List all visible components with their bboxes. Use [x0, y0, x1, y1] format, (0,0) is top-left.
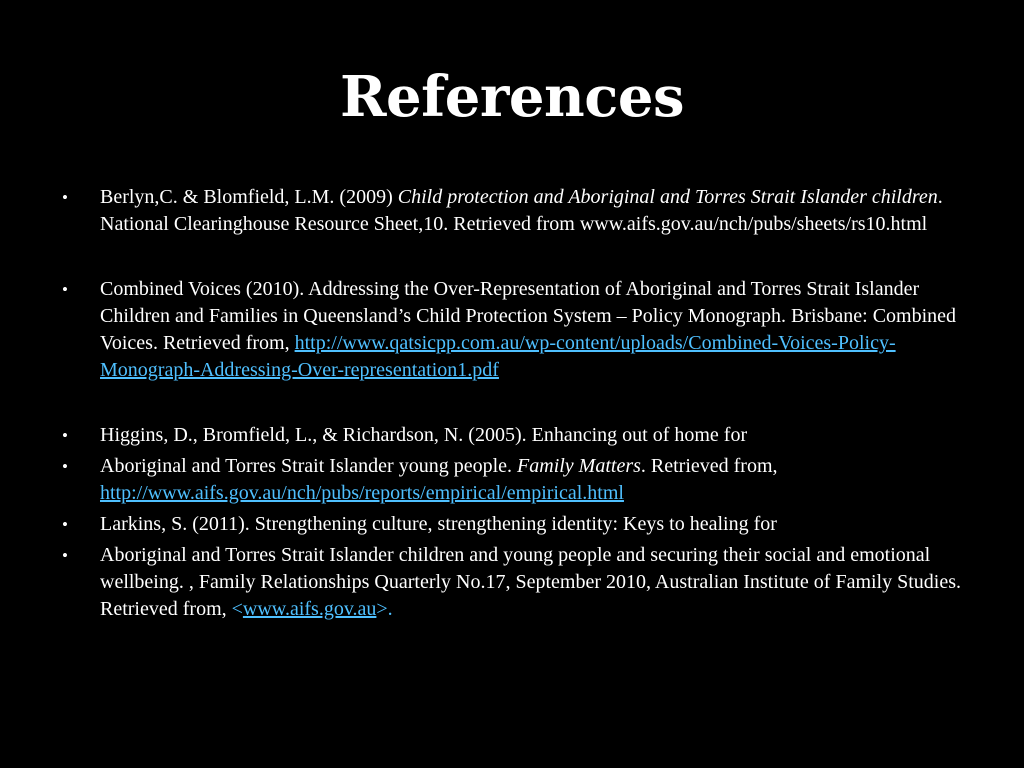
reference-link-aifs-empirical[interactable]: http://www.aifs.gov.au/nch/pubs/reports/empirical/empirical.html: [100, 482, 624, 504]
reference-text: Larkins, S. (2011). Strengthening culture, strengthening identity: Keys to healing for: [100, 513, 777, 535]
reference-item-higgins: [0, 422, 965, 449]
reference-item-larkins: [0, 511, 965, 538]
reference-text: Higgins, D., Bromfield, L., & Richardson, N. (2005). Enhancing out of home for: [100, 424, 748, 446]
reference-title-italic: Child protection and Aboriginal and Torres Strait Islander children: [397, 186, 938, 208]
close-bracket: >.: [376, 598, 393, 620]
references-list: [0, 184, 1024, 623]
reference-text: Combined Voices (2010). Addressing the Over-Representation of Aboriginal and Torres Strait Islander Children and Families in Queensland’s Child Protection System – Policy Monograph. Brisbane: Combined Voices. Retrieved from,: [100, 278, 957, 354]
reference-text: Aboriginal and Torres Strait Islander young people.: [100, 455, 518, 477]
slide-title: References: [340, 64, 684, 130]
bullet-icon: •: [62, 426, 68, 445]
bullet-icon: •: [62, 515, 68, 534]
open-bracket: <: [231, 598, 243, 620]
reference-link-aifs-home[interactable]: www.aifs.gov.au: [242, 598, 377, 620]
reference-text: . Retrieved from,: [640, 455, 778, 477]
bullet-icon: •: [62, 280, 68, 299]
bullet-icon: •: [62, 457, 68, 476]
reference-item-larkins-cont: [0, 542, 965, 623]
reference-link-qatsicpp[interactable]: http://www.qatsicpp.com.au/wp-content/uploads/Combined-Voices-Policy-Monograph-Addressing-Over-representation1.pdf: [100, 332, 896, 381]
bullet-icon: •: [62, 188, 68, 207]
reference-text: Berlyn,C. & Blomfield, L.M. (2009): [100, 186, 398, 208]
reference-item-berlyn: [0, 184, 965, 238]
reference-item-combined-voices: [0, 276, 965, 384]
reference-text: . National Clearinghouse Resource Sheet,10. Retrieved from www.aifs.gov.au/nch/pubs/sheets/rs10.html: [100, 186, 943, 235]
reference-text: Aboriginal and Torres Strait Islander children and young people and securing their social and emotional wellbeing. , Family Relationships Quarterly No.17, September 2010, Australian Institute of Family Studies. Retrieved from,: [100, 544, 962, 620]
reference-item-higgins-cont: [0, 453, 965, 507]
bullet-icon: •: [62, 546, 68, 565]
reference-title-italic: Family Matters: [517, 455, 641, 477]
